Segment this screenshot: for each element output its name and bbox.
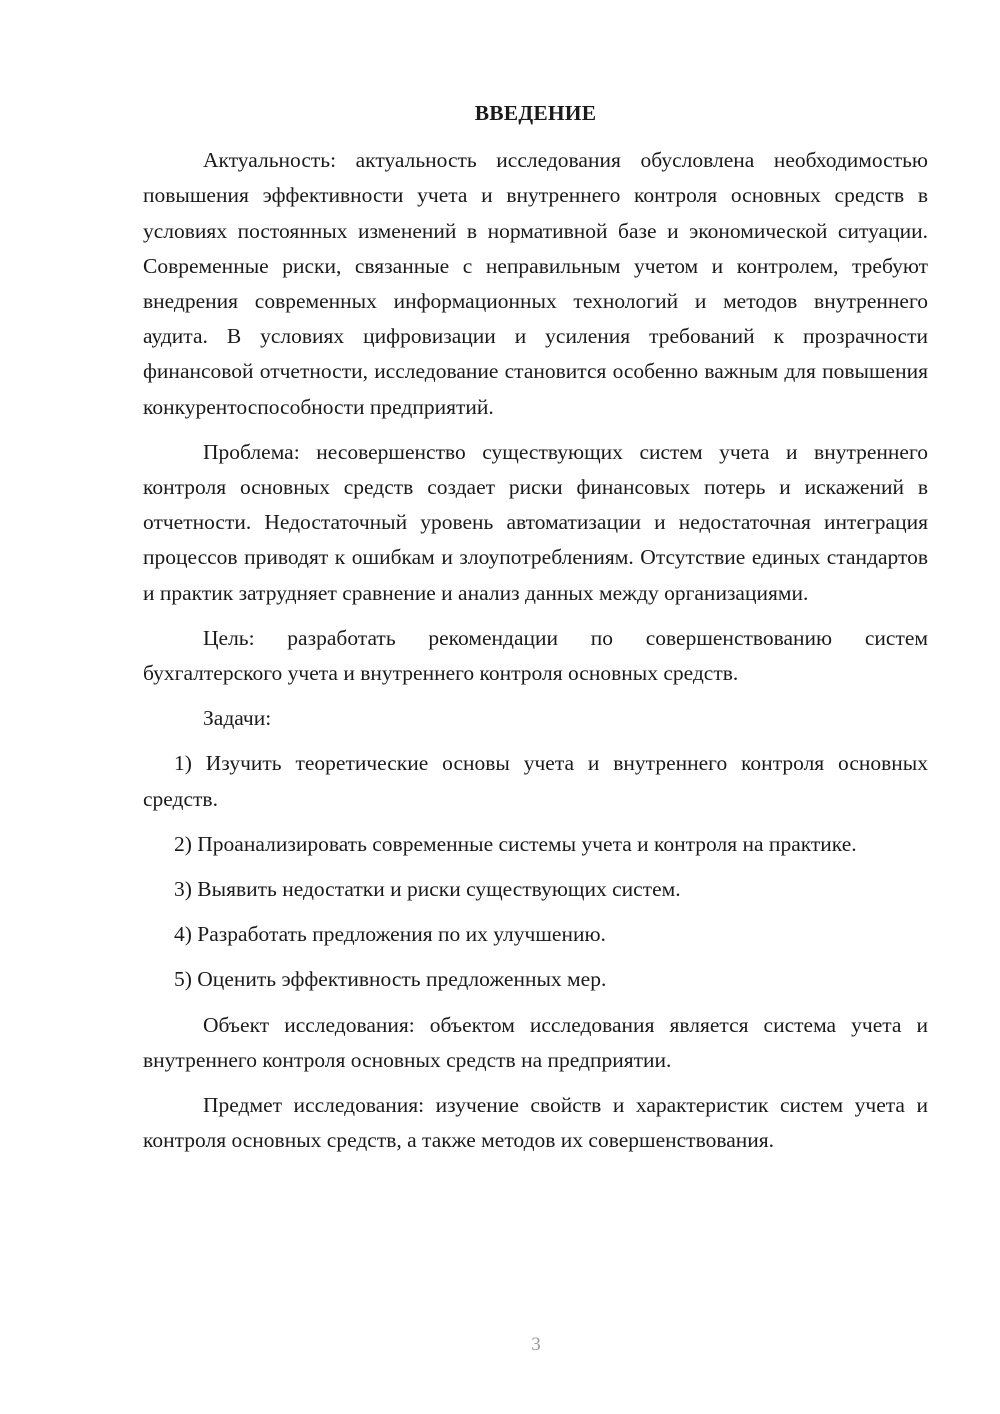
paragraph-problem: Проблема: несовершенство существующих систем учета и внутреннего контроля основных средств создает риски финансовых потерь и искажений в отчетности. Недостаточный уровень автоматизации и недостаточная интеграция процессов приводят к ошибкам и злоупотреблениям. Отсутствие единых стандартов и практик затрудняет сравнение и анализ данных между организациями. (143, 439, 928, 605)
task-item-5: 5) Оценить эффективность предложенных мер. (174, 967, 607, 992)
document-page (143, 96, 928, 1168)
paragraph-goal: Цель: разработать рекомендации по совершенствованию систем бухгалтерского учета и внутреннего контроля основных средств. (143, 625, 928, 686)
task-item-4: 4) Разработать предложения по их улучшению. (174, 922, 606, 947)
paragraph-subject: Предмет исследования: изучение свойств и характеристик систем учета и контроля основных средств, а также методов их совершенствования. (143, 1093, 928, 1153)
section-title: ВВЕДЕНИЕ (474, 101, 597, 125)
tasks-heading: Задачи: (203, 706, 272, 731)
task-item-3: 3) Выявить недостатки и риски существующих систем. (174, 877, 681, 902)
task-item-1: 1) Изучить теоретические основы учета и внутреннего контроля основных средств. (143, 751, 928, 811)
paragraph-object: Объект исследования: объектом исследования является система учета и внутреннего контроля основных средств на предприятии. (143, 1012, 928, 1072)
paragraph-relevance: Актуальность: актуальность исследования обусловлена необходимостью повышения эффективности учета и внутреннего контроля основных средств в условиях постоянных изменений в нормативной базе и экономической ситуации. Современные риски, связанные с неправильным учетом и контролем, требуют внедрения современных информационных технологий и методов внутреннего аудита. В условиях цифровизации и усиления требований к прозрачности финансовой отчетности, исследование становится особенно важным для повышения конкурентоспособности предприятий. (143, 148, 928, 419)
task-item-2: 2) Проанализировать современные системы учета и контроля на практике. (174, 831, 857, 856)
page-number: 3 (531, 1334, 541, 1355)
